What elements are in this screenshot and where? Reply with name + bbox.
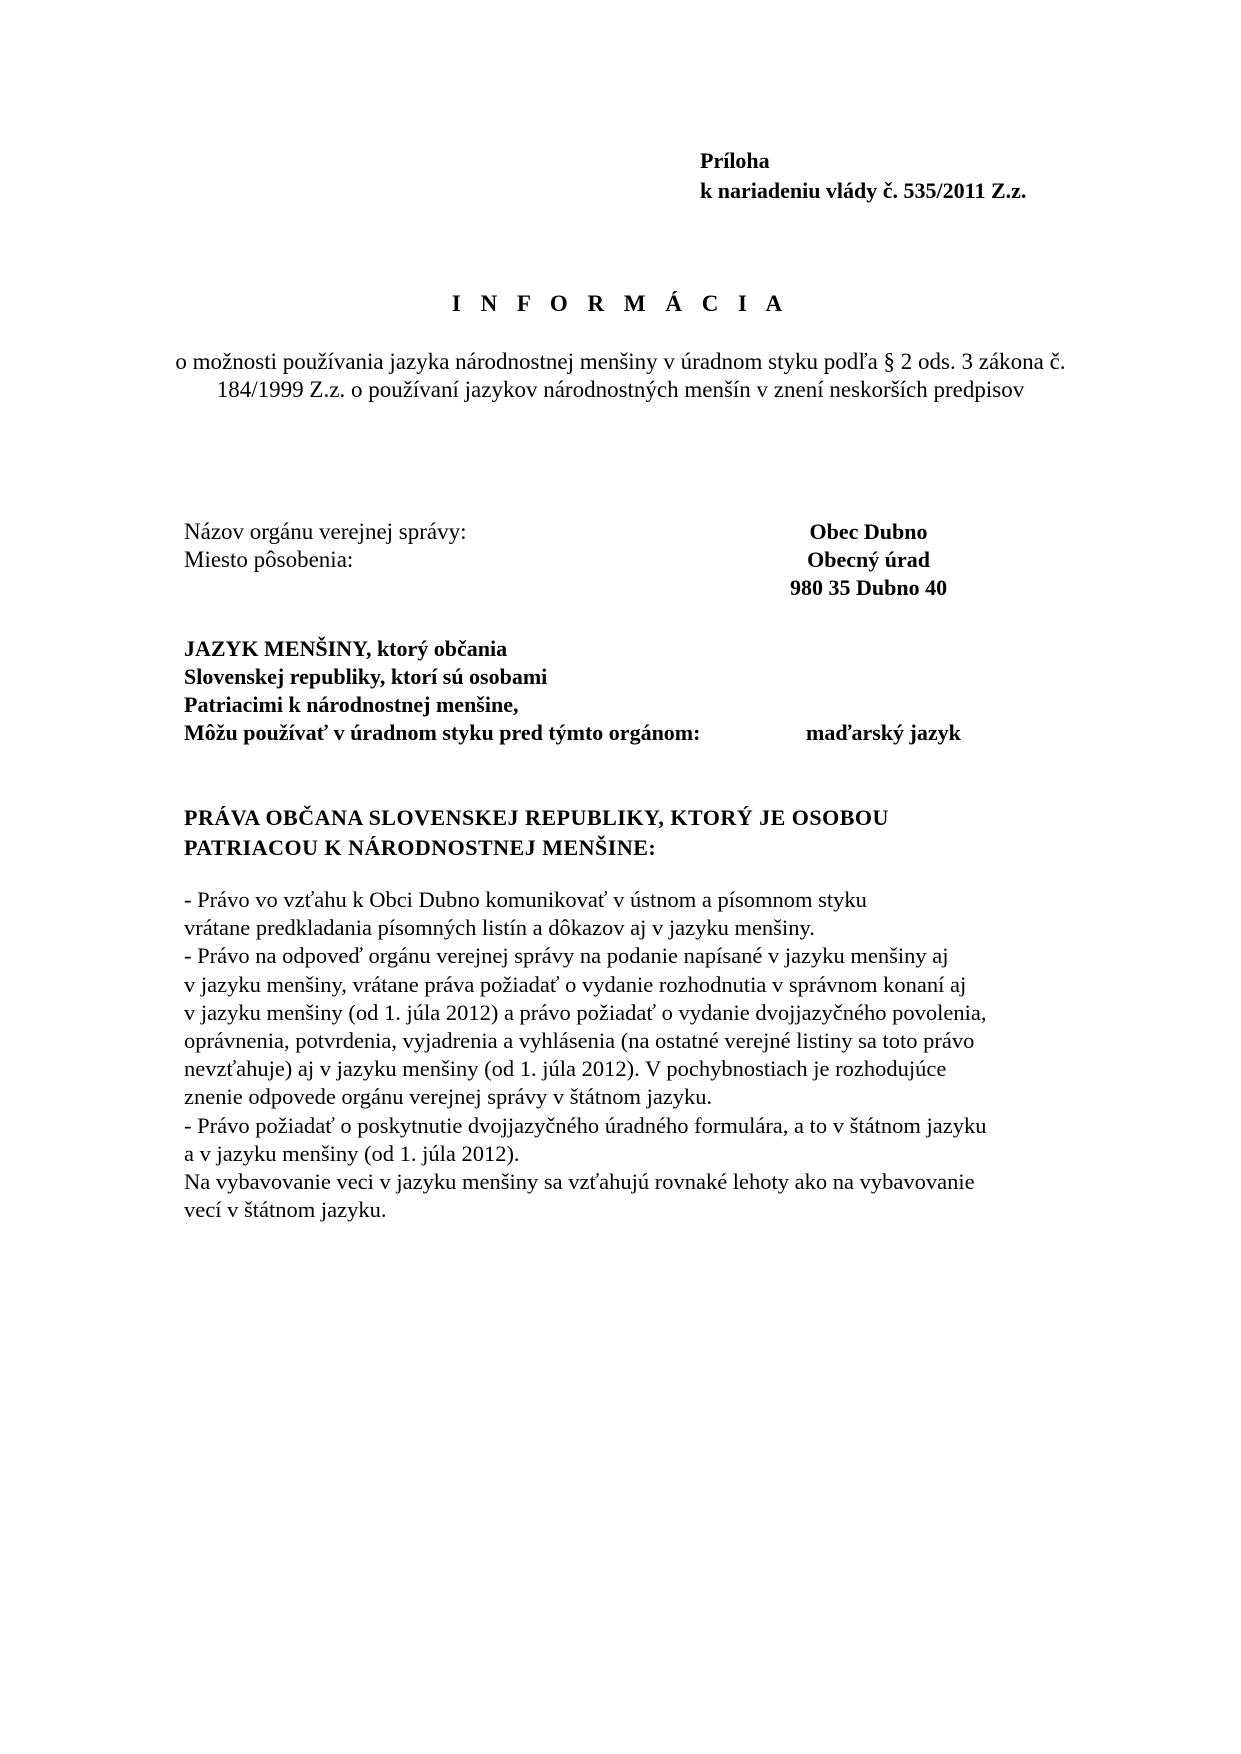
rights-heading-line: PATRIACOU K NÁRODNOSTNEJ MENŠINE: — [184, 835, 657, 860]
rights-line: - Právo požiadať o poskytnutie dvojjazyčného úradného formulára, a to v štátnom jazyku — [184, 1112, 987, 1138]
annex-label: Príloha — [700, 148, 770, 173]
document-title: I N F O R M Á C I A — [451, 291, 790, 316]
rights-line: - Právo vo vzťahu k Obci Dubno komunikovať v ústnom a písomnom styku — [184, 887, 867, 912]
rights-heading — [184, 803, 889, 863]
authority-address-value: 980 35 Dubno 40 — [790, 575, 948, 600]
rights-body — [184, 886, 987, 1224]
rights-heading-line: PRÁVA OBČANA SLOVENSKEJ REPUBLIKY, KTORÝ JE OSOBOU — [184, 805, 889, 830]
annex-regulation: k nariadeniu vlády č. 535/2011 Z.z. — [700, 178, 1027, 203]
rights-line: v jazyku menšiny, vrátane práva požiadať o vydanie rozhodnutia v správnom konaní aj — [184, 971, 967, 997]
language-line: Môžu používať v úradnom styku pred týmto orgánom: — [184, 720, 701, 745]
rights-line: vrátane predkladania písomných listín a dôkazov aj v jazyku menšiny. — [184, 915, 815, 941]
rights-line: vecí v štátnom jazyku. — [184, 1197, 387, 1223]
authority-values — [790, 518, 947, 602]
minority-language-statement — [184, 635, 700, 747]
authority-place-label: Miesto pôsobenia: — [184, 547, 354, 572]
rights-line: Na vybavovanie veci v jazyku menšiny sa vzťahujú rovnaké lehoty ako na vybavovanie — [184, 1169, 975, 1195]
language-line: Slovenskej republiky, ktorí sú osobami — [184, 664, 548, 689]
rights-line: oprávnenia, potvrdenia, vyjadrenia a vyhlásenia (na ostatné verejné listiny sa toto právo — [184, 1028, 975, 1054]
rights-line: nevzťahuje) aj v jazyku menšiny (od 1. júla 2012). V pochybnostiach je rozhodujúce — [184, 1056, 947, 1082]
authority-labels — [184, 518, 467, 574]
minority-language-value: maďarský jazyk — [806, 720, 961, 745]
rights-line: a v jazyku menšiny (od 1. júla 2012). — [184, 1140, 520, 1166]
authority-name-value: Obec Dubno — [809, 519, 928, 544]
authority-name-label: Názov orgánu verejnej správy: — [184, 519, 467, 544]
language-line: JAZYK MENŠINY, ktorý občania — [184, 636, 508, 661]
authority-place-value: Obecný úrad — [807, 547, 930, 572]
rights-line: znenie odpovede orgánu verejnej správy v štátnom jazyku. — [184, 1084, 713, 1110]
rights-line: v jazyku menšiny (od 1. júla 2012) a právo požiadať o vydanie dvojjazyčného povolenia, — [184, 999, 987, 1025]
document-subtitle: o možnosti používania jazyka národnostnej menšiny v úradnom styku podľa § 2 ods. 3 zákona č. 184/1999 Z.z. o používaní jazykov národnostných menšín v znení neskorších predpisov — [175, 349, 1066, 402]
rights-line: - Právo na odpoveď orgánu verejnej správy na podanie napísané v jazyku menšiny aj — [184, 943, 949, 969]
language-line: Patriacimi k národnostnej menšine, — [184, 692, 519, 717]
annex-reference — [700, 146, 1026, 206]
